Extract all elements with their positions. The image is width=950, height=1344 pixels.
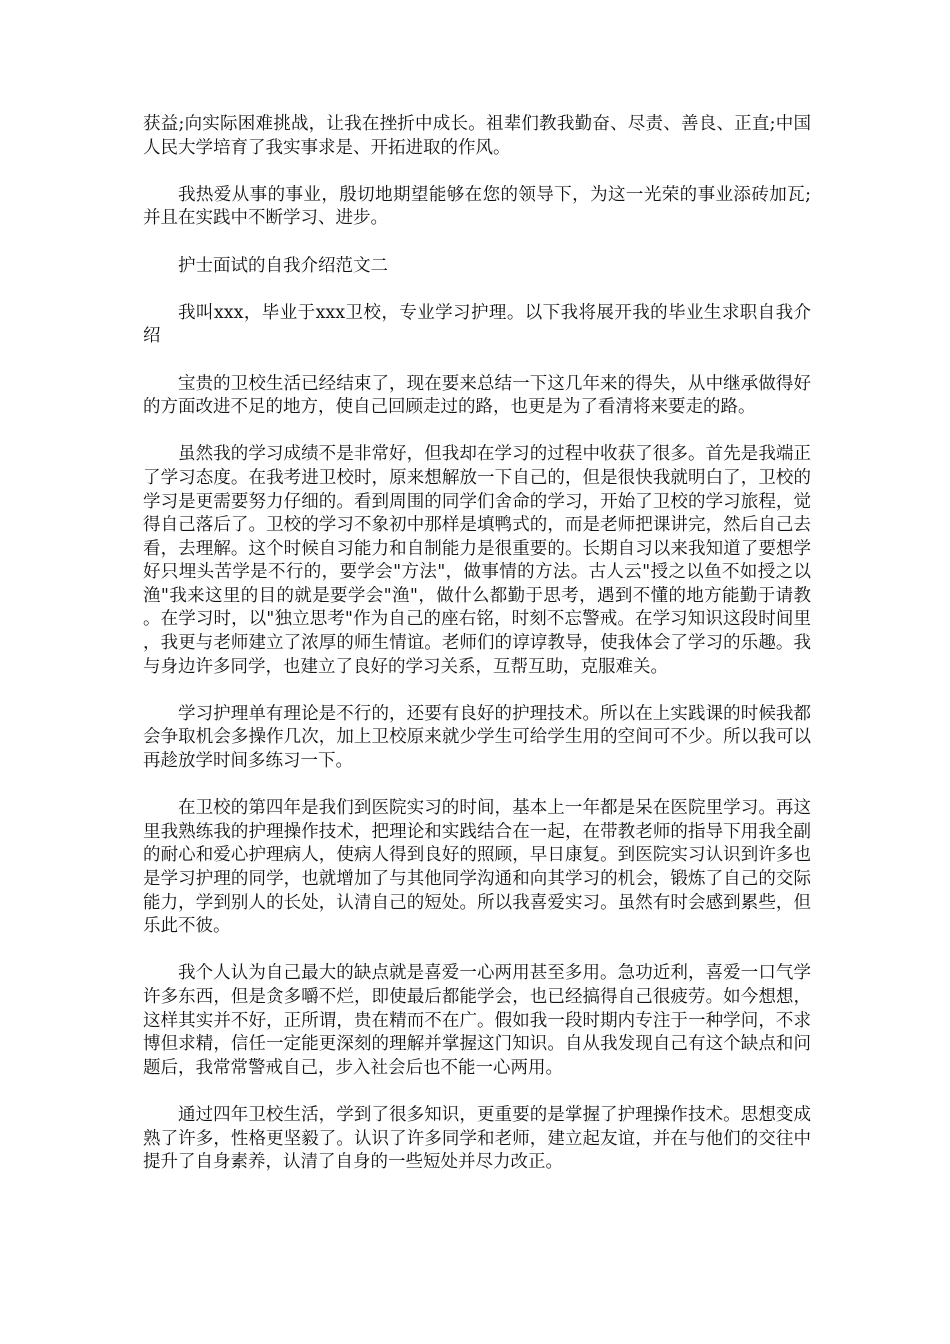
section-heading: 护士面试的自我介绍范文二 xyxy=(178,255,388,276)
paragraph: 通过四年卫校生活，学到了很多知识，更重要的是掌握了护理操作技术。思想变成熟了许多，性格更坚毅了。认识了许多同学和老师，建立起友谊，并在与他们的交往中提升了自身素养，认清了自身的一些短处并尽力改正。 xyxy=(143,1104,811,1173)
paragraph: 获益;向实际困难挑战，让我在挫折中成长。祖辈们教我勤奋、尽责、善良、正直;中国人民大学培育了我实事求是、开拓进取的作风。 xyxy=(143,114,811,158)
paragraph: 在卫校的第四年是我们到医院实习的时间，基本上一年都是呆在医院里学习。再这里我熟练我的护理操作技术，把理论和实践结合在一起，在带教老师的指导下用我全副的耐心和爱心护理病人，使病人得到良好的照顾，早日康复。到医院实习认识到许多也是学习护理的同学，也就增加了与其他同学沟通和向其学习的机会，锻炼了自己的交际能力，学到别人的长处，认清自己的短处。所以我喜爱实习。虽然有时会感到累些，但乐此不彼。 xyxy=(143,798,811,937)
document-page xyxy=(143,113,811,1198)
paragraph: 宝贵的卫校生活已经结束了，现在要来总结一下这几年来的得失，从中继承做得好的方面改进不足的地方，使自己回顾走过的路，也更是为了看清将来要走的路。 xyxy=(143,373,811,418)
paragraph: 我热爱从事的事业，殷切地期望能够在您的领导下，为这一光荣的事业添砖加瓦;并且在实践中不断学习、进步。 xyxy=(143,184,811,229)
paragraph: 学习护理单有理论是不行的，还要有良好的护理技术。所以在上实践课的时候我都会争取机会多操作几次，加上卫校原来就少学生可给学生用的空间可不少。所以我可以再趁放学时间多练习一下。 xyxy=(143,703,811,772)
paragraph: 虽然我的学习成绩不是非常好，但我却在学习的过程中收获了很多。首先是我端正了学习态度。在我考进卫校时，原来想解放一下自己的，但是很快我就明白了，卫校的学习是更需要努力仔细的。看到周围的同学们舍命的学习，开始了卫校的学习旅程，觉得自己落后了。卫校的学习不象初中那样是填鸭式的，而是老师把课讲完，然后自己去看，去理解。这个时候自习能力和自制能力是很重要的。长期自习以来我知道了要想学好只埋头苦学是不行的，要学会"方法"，做事情的方法。古人云"授之以鱼不如授之以渔"我来这里的目的就是要学会"渔"，做什么都勤于思考，遇到不懂的地方能勤于请教。在学习时，以"独立思考"作为自己的座右铭，时刻不忘警戒。在学习知识这段时间里，我更与老师建立了浓厚的师生情谊。老师们的谆谆教导，使我体会了学习的乐趣。我与身边许多同学，也建立了良好的学习关系，互帮互助，克服难关。 xyxy=(143,444,811,677)
paragraph: 我叫xxx，毕业于xxx卫校，专业学习护理。以下我将展开我的毕业生求职自我介绍 xyxy=(143,302,811,347)
paragraph: 我个人认为自己最大的缺点就是喜爱一心两用甚至多用。急功近利，喜爱一口气学许多东西，但是贪多嚼不烂，即使最后都能学会，也已经搞得自己很疲劳。如今想想，这样其实并不好，正所谓，贵在精而不在广。假如我一段时期内专注于一种学问，不求博但求精，信任一定能更深刻的理解并掌握这门知识。自从我发现自己有这个缺点和问题后，我常常警戒自己，步入社会后也不能一心两用。 xyxy=(143,963,811,1078)
